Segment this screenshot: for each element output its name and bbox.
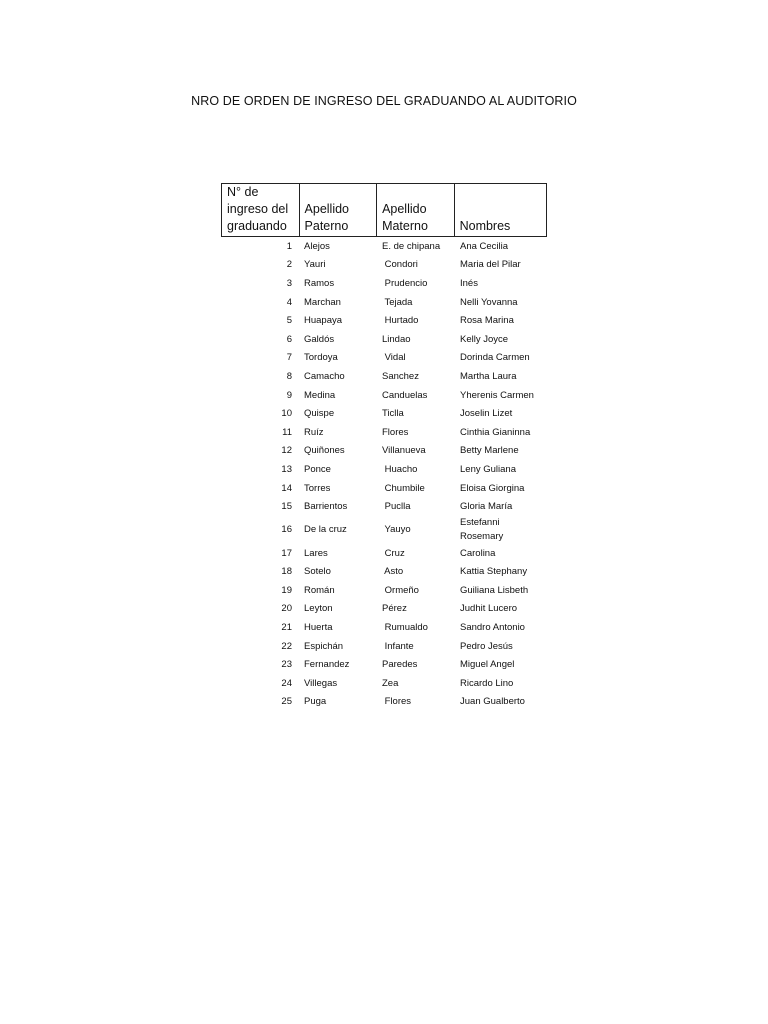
table-row: [221, 674, 547, 693]
cell-apellido-paterno: Ramos: [304, 277, 335, 289]
table-row: [221, 637, 547, 656]
table-row: [221, 563, 547, 582]
cell-apellido-paterno: Torres: [304, 482, 331, 494]
cell-apellido-materno: Asto: [382, 566, 404, 578]
cell-apellido-materno: E. de chipana: [382, 240, 441, 252]
cell-nro: 12: [281, 445, 292, 457]
cell-apellido-paterno: Quispe: [304, 408, 335, 420]
cell-apellido-paterno: Espichán: [304, 640, 344, 652]
cell-apellido-materno: Vidal: [382, 352, 406, 364]
table-row: [221, 516, 547, 544]
table-row: [221, 655, 547, 674]
cell-nombres: Leny Guliana: [460, 463, 516, 475]
cell-nombres: Nelli Yovanna: [460, 296, 518, 308]
table-row: [221, 237, 547, 256]
cell-nombres: Juan Gualberto: [460, 696, 525, 708]
cell-nro: 17: [281, 547, 292, 559]
cell-nombres: Inés: [460, 277, 478, 289]
table-row: [221, 693, 547, 712]
cell-nro: 20: [281, 603, 292, 615]
header-apellido-paterno: Apellido Paterno: [299, 184, 377, 236]
cell-nro: 25: [281, 696, 292, 708]
cell-nombres: Eloisa Giorgina: [460, 482, 525, 494]
cell-nro: 21: [281, 622, 292, 634]
table-row: [221, 544, 547, 563]
cell-nro: 18: [281, 566, 292, 578]
cell-nombres: Rosa Marina: [460, 315, 514, 327]
graduates-table: [221, 183, 547, 711]
cell-apellido-paterno: Puga: [304, 696, 327, 708]
cell-apellido-paterno: Sotelo: [304, 566, 331, 578]
cell-apellido-materno: Huacho: [382, 463, 418, 475]
cell-nro: 14: [281, 482, 292, 494]
table-row: [221, 442, 547, 461]
cell-nro: 19: [281, 584, 292, 596]
table-row: [221, 423, 547, 442]
cell-apellido-paterno: Barrientos: [304, 501, 348, 513]
cell-apellido-materno: Lindao: [382, 333, 411, 345]
cell-apellido-paterno: De la cruz: [304, 524, 347, 536]
cell-nro: 16: [281, 524, 292, 536]
cell-apellido-materno: Infante: [382, 640, 414, 652]
cell-apellido-materno: Sanchez: [382, 370, 419, 382]
cell-apellido-paterno: Camacho: [304, 370, 345, 382]
cell-nro: 3: [286, 277, 292, 289]
cell-nro: 11: [282, 426, 292, 438]
cell-nombres: Kattia Stephany: [460, 566, 528, 578]
table-row: [221, 330, 547, 349]
cell-nombres: Dorinda Carmen: [460, 352, 530, 364]
cell-apellido-materno: Flores: [382, 426, 409, 438]
cell-apellido-paterno: Marchan: [304, 296, 341, 308]
cell-nro: 5: [286, 315, 292, 327]
cell-nombres: Miguel Angel: [460, 659, 515, 671]
cell-nombres: Carolina: [460, 547, 496, 559]
cell-apellido-paterno: Medina: [304, 389, 336, 401]
cell-nombres: Martha Laura: [460, 370, 517, 382]
cell-apellido-paterno: Leyton: [304, 603, 333, 615]
cell-nro: 1: [286, 240, 292, 252]
cell-nro: 6: [286, 333, 292, 345]
cell-apellido-materno: Condori: [382, 259, 418, 271]
cell-nombres: Estefanni Rosemary: [460, 516, 504, 542]
cell-apellido-materno: Pérez: [382, 603, 407, 615]
cell-nombres: Betty Marlene: [460, 445, 519, 457]
cell-nombres: Guiliana Lisbeth: [460, 584, 529, 596]
document-title: NRO DE ORDEN DE INGRESO DEL GRADUANDO AL AUDITORIO: [191, 94, 577, 108]
cell-apellido-paterno: Ruíz: [304, 426, 324, 438]
header-nombres: Nombres: [454, 184, 546, 236]
table-row: [221, 274, 547, 293]
cell-apellido-paterno: Ponce: [304, 463, 331, 475]
cell-apellido-materno: Puclla: [382, 501, 411, 513]
cell-nombres: Maria del Pilar: [460, 259, 521, 271]
header-nro-ingreso: N° de ingreso del graduando: [227, 185, 289, 233]
cell-apellido-paterno: Román: [304, 584, 335, 596]
table-row: [221, 618, 547, 637]
cell-apellido-materno: Ormeño: [382, 584, 419, 596]
cell-apellido-materno: Rumualdo: [382, 622, 428, 634]
table-row: [221, 367, 547, 386]
cell-apellido-paterno: Alejos: [304, 240, 330, 252]
cell-nro: 22: [281, 640, 292, 652]
table-row: [221, 479, 547, 498]
cell-nro: 15: [281, 501, 292, 513]
cell-apellido-paterno: Villegas: [304, 677, 338, 689]
cell-nro: 9: [286, 389, 292, 401]
cell-apellido-paterno: Huapaya: [304, 315, 343, 327]
cell-apellido-paterno: Lares: [304, 547, 328, 559]
cell-apellido-paterno: Galdós: [304, 333, 335, 345]
cell-apellido-materno: Flores: [382, 696, 412, 708]
cell-nombres: Joselin Lizet: [460, 408, 513, 420]
cell-nombres: Ana Cecilia: [460, 240, 509, 252]
cell-nro: 13: [281, 463, 292, 475]
cell-apellido-paterno: Huerta: [304, 622, 333, 634]
cell-apellido-materno: Prudencio: [382, 277, 428, 289]
table-row: [221, 581, 547, 600]
table-body: [221, 237, 547, 711]
cell-apellido-materno: Hurtado: [382, 315, 419, 327]
cell-nombres: Sandro Antonio: [460, 622, 525, 634]
cell-apellido-paterno: Yauri: [304, 259, 326, 271]
header-apellido-materno: Apellido Materno: [376, 184, 454, 236]
table-row: [221, 497, 547, 516]
cell-apellido-paterno: Tordoya: [304, 352, 338, 364]
cell-apellido-materno: Paredes: [382, 659, 418, 671]
cell-apellido-materno: Canduelas: [382, 389, 428, 401]
cell-nombres: Ricardo Lino: [460, 677, 514, 689]
cell-nombres: Gloria María: [460, 501, 513, 513]
table-header: [221, 183, 547, 237]
cell-nombres: Judhit Lucero: [460, 603, 518, 615]
cell-nro: 10: [281, 408, 292, 420]
cell-nro: 8: [286, 370, 292, 382]
cell-nro: 23: [281, 659, 292, 671]
cell-apellido-materno: Villanueva: [382, 445, 426, 457]
cell-apellido-materno: Cruz: [382, 547, 405, 559]
cell-apellido-materno: Tejada: [382, 296, 413, 308]
cell-apellido-materno: Yauyo: [382, 524, 411, 536]
cell-nombres: Yherenis Carmen: [460, 389, 534, 401]
cell-apellido-materno: Chumbile: [382, 482, 425, 494]
cell-nombres: Pedro Jesús: [460, 640, 513, 652]
cell-apellido-materno: Ticlla: [382, 408, 404, 420]
table-row: [221, 600, 547, 619]
cell-nro: 4: [286, 296, 292, 308]
table-row: [221, 311, 547, 330]
cell-nombres: Cinthia Gianinna: [460, 426, 531, 438]
cell-nro: 2: [286, 259, 292, 271]
cell-nro: 7: [286, 352, 292, 364]
table-row: [221, 349, 547, 368]
table-row: [221, 460, 547, 479]
table-row: [221, 256, 547, 275]
table-row: [221, 386, 547, 405]
table-row: [221, 293, 547, 312]
cell-apellido-materno: Zea: [382, 677, 399, 689]
cell-apellido-paterno: Quiñones: [304, 445, 345, 457]
cell-nombres: Kelly Joyce: [460, 333, 509, 345]
table-row: [221, 404, 547, 423]
cell-nro: 24: [281, 677, 292, 689]
cell-apellido-paterno: Fernandez: [304, 659, 350, 671]
